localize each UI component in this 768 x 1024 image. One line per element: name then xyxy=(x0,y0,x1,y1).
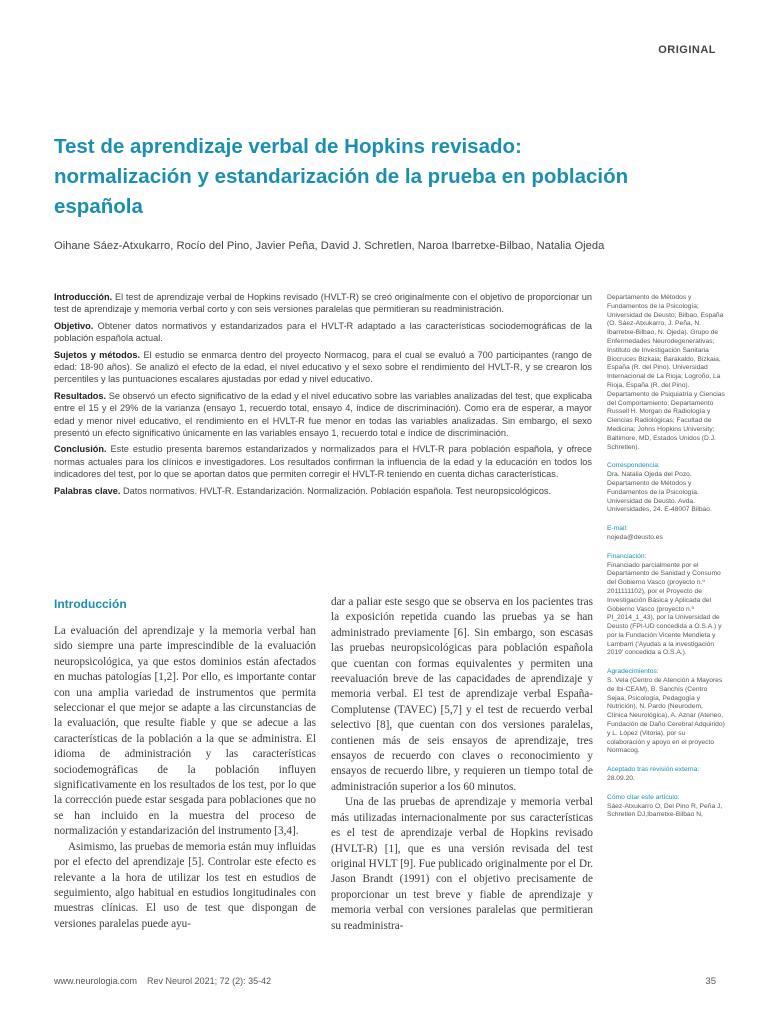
section-label: ORIGINAL xyxy=(658,44,716,56)
email-block xyxy=(607,525,725,543)
journal-website[interactable]: www.neurologia.com xyxy=(54,976,138,986)
page-number: 35 xyxy=(705,976,716,987)
abstract-heading: Sujetos y métodos. xyxy=(54,349,140,360)
title-line: Test de aprendizaje verbal de Hopkins revisado: xyxy=(54,135,522,158)
abstract xyxy=(54,291,592,501)
body-paragraph: dar a paliar este sesgo que se observa en los pacientes tras la exposición repetida cuando las pruebas ya se han administrado previamente [6]. Sin embargo, son escasas las pruebas neuropsicológicas para población española que cuentan con formas equivalentes y permiten una reevaluación breve de las capacidades de aprendizaje y memoria verbal. El test de aprendizaje verbal España-Complutense (TAVEC) [5,7] y el test de recuerdo verbal selectivo [8], que cuentan con dos versiones paralelas, contienen más de seis ensayos de aprendizaje, tres ensayos de recuerdo con claves o reconocimiento y ensayos de recuerdo libre, y requieren un tiempo total de administración superior a los 60 minutos. xyxy=(331,596,593,793)
abstract-text: Se observó un efecto significativo de la edad y el nivel educativo sobre las variables analizadas del test, que explicaba entre el 15 y el 29% de la varianza (ensayo 1, recuerdo total, ensayo 4, índice de discriminación). Como era de esperar, a mayor edad y menor nivel educativo, el rendimiento en el HVLT-R fue menor en todas las variables analizadas. Sin embargo, el sexo presentó un efecto significativo únicamente en las variables ensayo 1, recuerdo total e índice de discriminación. xyxy=(54,390,592,439)
email-heading: E-mail: xyxy=(607,525,628,533)
funding-block xyxy=(607,553,725,659)
abstract-text: El estudio se enmarca dentro del proyecto Normacog, para el cual se evaluó a 700 participantes (rango de edad: 18-90 años). Se analizó el efecto de la edad, el nivel educativo y el sexo sobre el rendimiento del HVLT-R, y se crearon los percentiles y las puntuaciones escalares ajustadas por edad y nivel educativo. xyxy=(54,349,592,385)
cite-block xyxy=(607,794,725,820)
abstract-results xyxy=(54,390,592,440)
cite-text: Sáez-Atxukarro O, Del Pino R, Peña J, Schretlen DJ,Ibarretxe-Bilbao N, xyxy=(607,802,723,819)
abstract-heading: Conclusión. xyxy=(54,444,107,455)
article-sidebar xyxy=(607,294,725,830)
body-column-left xyxy=(54,624,316,932)
acknowledgements-block xyxy=(607,668,725,756)
acknowledgements-text: S. Vela (Centro de Atención a Mayores de Ibi-CEAM), B. Sanchís (Centro Sejaa, Psicología, Pedagogía y Nutrición), N. Pardo (Neurodem, Clínica Neurológica), A. Aznar (Ateneo, Fundación de Daño Cerebral Adquirido) y L. López (Vitoria), por su colaboración y apoyo en el proyecto Normacog. xyxy=(607,677,725,755)
abstract-text: Obtener datos normativos y estandarizados para el HVLT-R adaptado a las características sociodemográficas de la población española actual. xyxy=(54,320,592,344)
funding-text: Financiado parcialmente por el Departamento de Sanidad y Consumo del Gobierno Vasco (proyecto n.º 2011111102), por el Proyecto de Investigación Básica y Aplicada del Gobierno Vasco (proyecto n.º PI_2014_1_43), por la Universidad de Deusto (FPI-UD concedida a O.S.A.) y por la Fundación Vicente Mendieta y Lambarri ('Ayudas a la investigación 2019' concedida a O.S.A.). xyxy=(607,561,722,657)
abstract-heading: Objetivo. xyxy=(54,320,94,331)
abstract-conclusion xyxy=(54,443,592,480)
body-paragraph: Una de las pruebas de aprendizaje y memoria verbal más utilizadas internacionalmente por sus características es el test de aprendizaje verbal de Hopkins revisado (HVLT-R) [1], que es una versión revisada del test original HVLT [9]. Fue publicado originalmente por el Dr. Jason Brandt (1991) con el objetivo precisamente de proporcionar un test breve y fiable de aprendizaje y memoria verbal con versiones paralelas que permitieran su readministra- xyxy=(331,796,593,932)
accepted-heading: Aceptado tras revisión externa: xyxy=(607,766,700,774)
title-line: española xyxy=(54,195,143,218)
correspondence-heading: Correspondencia: xyxy=(607,462,660,470)
abstract-heading: Introducción. xyxy=(54,292,113,302)
abstract-methods xyxy=(54,349,592,386)
abstract-text: Datos normativos. HVLT-R. Estandarización. Normalización. Población española. Test neuropsicológicos. xyxy=(122,485,552,496)
abstract-keywords xyxy=(54,485,592,497)
article-title xyxy=(54,132,629,222)
abstract-text: Este estudio presenta baremos estandarizados y normalizados para el HVLT-R para población española, y ofrece normas actuales para los clínicos e investigadores. Los resultados confirman la influencia de la edad y la educación en todos los indicadores del test, por lo que se aportan datos que permiten corregir el HVLT-R teniendo en cuenta dichas características. xyxy=(54,444,592,480)
author-list: Oihane Sáez-Atxukarro, Rocío del Pino, Javier Peña, David J. Schretlen, Naroa Ibarretxe-Bilbao, Natalia Ojeda xyxy=(54,240,605,252)
title-line: normalización y estandarización de la prueba en población xyxy=(54,165,629,188)
abstract-heading: Resultados. xyxy=(54,390,107,401)
page-footer xyxy=(54,976,271,986)
abstract-objective xyxy=(54,320,592,345)
accepted-date: 28.09.20. xyxy=(607,775,635,783)
email-address[interactable]: nojeda@deusto.es xyxy=(607,533,663,541)
body-paragraph: La evaluación del aprendizaje y la memoria verbal han sido siempre una parte imprescindible de la evaluación neuropsicológica, ya que estos dominios están afectados en muchas patologías [1,2]. Por ello, es importante contar con una amplia variedad de instrumentos que permita seleccionar el que mejor se adapte a las circunstancias de la evaluación, que resulte fiable y que se adecue a las características de la población a la que se administra. El idioma de administración y las características sociodemográficas de la población influyen significativamente en los resultados de los test, por lo que la corrección puede estar sesgada para poblaciones que no se han incluido en la muestra del proceso de normalización y estandarización del instrumento [3,4]. xyxy=(54,625,316,838)
cite-heading: Cómo citar este artículo: xyxy=(607,793,680,801)
body-column-right xyxy=(331,595,593,934)
funding-heading: Financiación: xyxy=(607,552,647,560)
journal-citation: Rev Neurol 2021; 72 (2): 35-42 xyxy=(147,976,272,986)
body-paragraph: Asimismo, las pruebas de memoria están muy influidas por el efecto del aprendizaje [5]. Controlar este efecto es relevante a la hora de utilizar los test en estudios de seguimiento, algo habitual en estudios longitudinales con muestras clínicas. El uso de test que dispongan de versiones paralelas puede ayu- xyxy=(54,840,316,930)
abstract-heading: Palabras clave. xyxy=(54,485,121,496)
abstract-introduction xyxy=(54,291,592,316)
affiliations: Departamento de Métodos y Fundamentos de la Psicología; Universidad de Deusto; Bilbao, España (O. Sáez-Atxukarro, J. Peña, N. Ibarretxe-Bilbao, N. Ojeda). Grupo de Enfermedades Neurodegenerativas; Instituto de Investigación Sanitaria Biocruces Bizkaia; Barakaldo, Bizkaia, España (R. del Pino). Universidad Internacional de La Rioja; Logroño, La Rioja, España (R. del Pino). Departamento de Psiquiatría y Ciencias del Comportamiento; Departamento Russell H. Morgan de Radiología y Ciencias Radiológicas; Facultad de Medicina; Johns Hopkins University; Baltimore, MD, Estados Unidos (D.J. Schretlen). xyxy=(607,294,725,451)
abstract-text: El test de aprendizaje verbal de Hopkins revisado (HVLT-R) se creó originalmente con el objetivo de proporcionar un test de aprendizaje y memoria verbal corto y con seis versiones paralelas que permitieran su readministración. xyxy=(54,292,592,315)
correspondence-block xyxy=(607,462,725,515)
correspondence-text: Dra. Natalia Ojeda del Pozo. Departamento de Métodos y Fundamentos de la Psicología. Universidad de Deusto. Avda. Universidades, 24. E-48007 Bilbao. xyxy=(607,471,712,514)
accepted-block xyxy=(607,766,725,784)
introduction-heading: Introducción xyxy=(54,597,127,611)
acknowledgements-heading: Agradecimientos: xyxy=(607,668,659,676)
